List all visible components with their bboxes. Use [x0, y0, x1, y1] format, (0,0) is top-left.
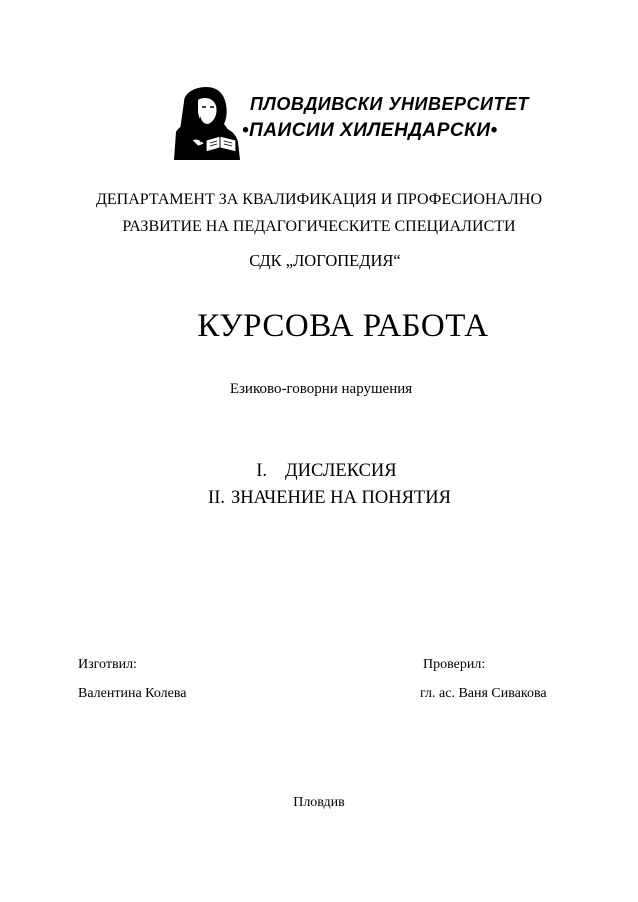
department-line-2: РАЗВИТИЕ НА ПЕДАГОГИЧЕСКИТЕ СПЕЦИАЛИСТИ	[122, 218, 516, 235]
document-title: КУРСОВА РАБОТА	[197, 308, 489, 344]
program-name: СДК „ЛОГОПЕДИЯ“	[249, 251, 401, 270]
topic-number: I.	[256, 461, 267, 481]
topic-number: II.	[208, 488, 225, 508]
paisii-portrait-icon	[170, 82, 242, 162]
university-name-line-2: •ПАИСИИ ХИЛЕНДАРСКИ•	[242, 120, 498, 141]
checked-by-name: гл. ас. Ваня Сивакова	[420, 686, 547, 701]
topic-text: ДИСЛЕКСИЯ	[285, 461, 397, 481]
university-name-line-1: ПЛОВДИВСКИ УНИВЕРСИТЕТ	[250, 94, 529, 114]
prepared-by-label: Изготвил:	[78, 657, 137, 672]
prepared-by-name: Валентина Колева	[78, 686, 187, 701]
document-subtitle: Езиково-говорни нарушения	[229, 381, 413, 397]
department-line-1: ДЕПАРТАМЕНТ ЗА КВАЛИФИКАЦИЯ И ПРОФЕСИОНАЛНО	[95, 191, 543, 208]
checked-by-label: Проверил:	[423, 657, 486, 672]
university-logo	[170, 82, 529, 162]
city-name: Пловдив	[293, 795, 345, 810]
topic-text: ЗНАЧЕНИЕ НА ПОНЯТИЯ	[231, 488, 451, 508]
